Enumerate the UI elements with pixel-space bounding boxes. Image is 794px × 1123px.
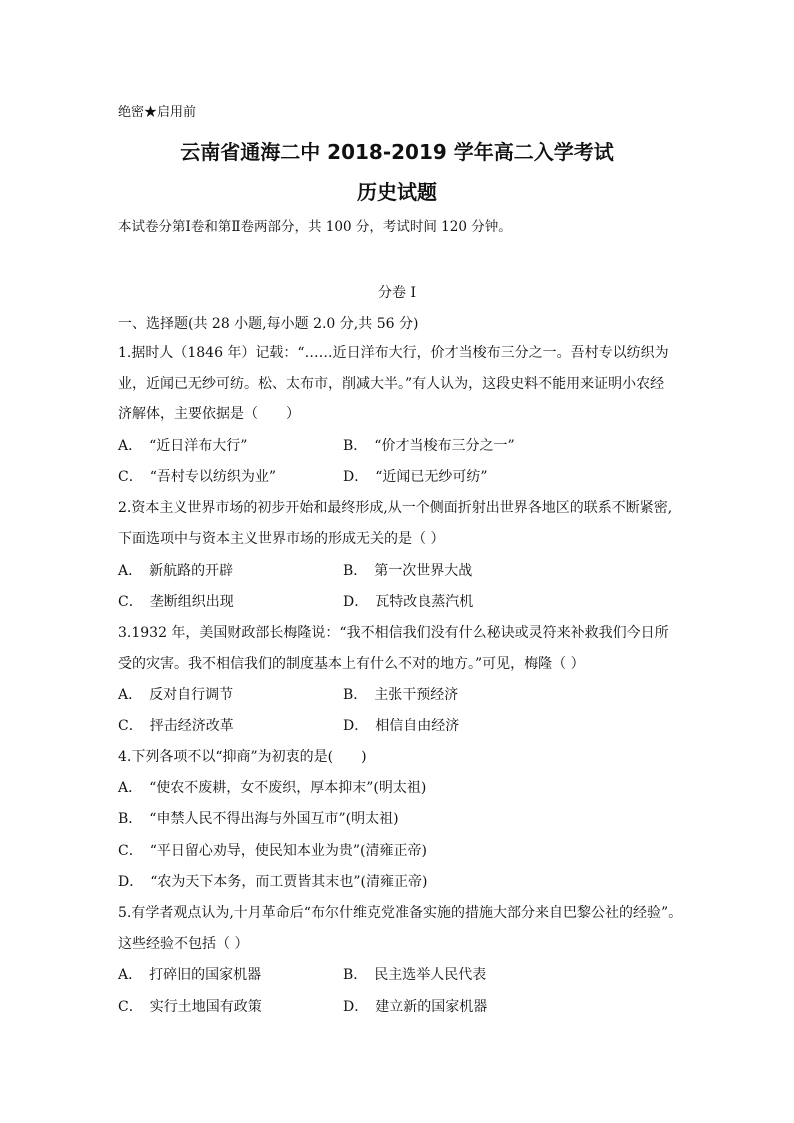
question-text-line: 这些经验不包括（ ） [118, 936, 249, 952]
question-text-line: 3.1932 年，美国财政部长梅隆说：“我不相信我们没有什么秘诀或灵符来补救我们今日所 [118, 625, 669, 641]
exam-intro: 本试卷分第Ⅰ卷和第Ⅱ卷两部分，共 100 分，考试时间 120 分钟。 [118, 219, 512, 235]
question-text-line: 受的灾害。我不相信我们的制度基本上有什么不对的地方。”可见，梅隆（ ） [118, 656, 585, 672]
question-text-line: 1.据时人（1846 年）记载：“……近日洋布大行，价才当梭布三分之一。吾村专以纺织为 [118, 345, 669, 361]
exam-subtitle: 历史试题 [357, 180, 437, 204]
option-b[interactable]: B． 主张干预经济 [343, 687, 459, 703]
section-heading: 一、选择题(共 28 小题,每小题 2.0 分,共 56 分) [118, 316, 419, 332]
question-text-line: 济解体，主要依据是（ ） [118, 406, 300, 422]
confidential-mark: 绝密★启用前 [118, 105, 197, 120]
option-c[interactable]: C． “平日留心劝导，使民知本业为贵”(清雍正帝) [118, 843, 427, 859]
question-text-line: 业，近闻已无纱可纺。松、太布市，削减大半。”有人认为，这段史料不能用来证明小农经 [118, 376, 665, 392]
option-b[interactable]: B． “价才当梭布三分之一” [343, 438, 515, 454]
option-d[interactable]: D． “近闻已无纱可纺” [343, 469, 488, 485]
option-a[interactable]: A． “近日洋布大行” [118, 438, 248, 454]
option-a[interactable]: A． “使农不废耕，女不废织，厚本抑末”(明太祖) [118, 780, 427, 796]
option-b[interactable]: B． 第一次世界大战 [343, 563, 473, 579]
option-d[interactable]: D． “农为天下本务，而工贾皆其末也”(清雍正帝) [118, 874, 428, 890]
section-label: 分卷 I [378, 285, 416, 301]
question-text-line: 4.下列各项不以“抑商”为初衷的是( ) [118, 749, 367, 765]
option-c[interactable]: C． “吾村专以纺织为业” [118, 469, 277, 485]
question-text-line: 2.资本主义世界市场的初步开始和最终形成,从一个侧面折射出世界各地区的联系不断紧密, [118, 500, 673, 516]
question-text-line: 5.有学者观点认为,十月革命后“布尔什维克党准备实施的措施大部分来自巴黎公社的经验”。 [118, 905, 683, 921]
option-a[interactable]: A． 反对自行调节 [118, 687, 234, 703]
option-c[interactable]: C． 垄断组织出现 [118, 594, 234, 610]
option-a[interactable]: A． 新航路的开辟 [118, 563, 234, 579]
question-text-line: 下面选项中与资本主义世界市场的形成无关的是（ ） [118, 531, 445, 547]
exam-title: 云南省通海二中 2018-2019 学年高二入学考试 [180, 140, 614, 164]
option-b[interactable]: B． 民主选举人民代表 [343, 967, 487, 983]
option-d[interactable]: D． 建立新的国家机器 [343, 999, 488, 1015]
option-d[interactable]: D． 相信自由经济 [343, 718, 460, 734]
option-a[interactable]: A． 打碎旧的国家机器 [118, 967, 262, 983]
option-c[interactable]: C． 抨击经济改革 [118, 718, 234, 734]
option-d[interactable]: D． 瓦特改良蒸汽机 [343, 594, 474, 610]
option-b[interactable]: B． “申禁人民不得出海与外国互市”(明太祖) [118, 811, 399, 827]
option-c[interactable]: C． 实行土地国有政策 [118, 999, 262, 1015]
